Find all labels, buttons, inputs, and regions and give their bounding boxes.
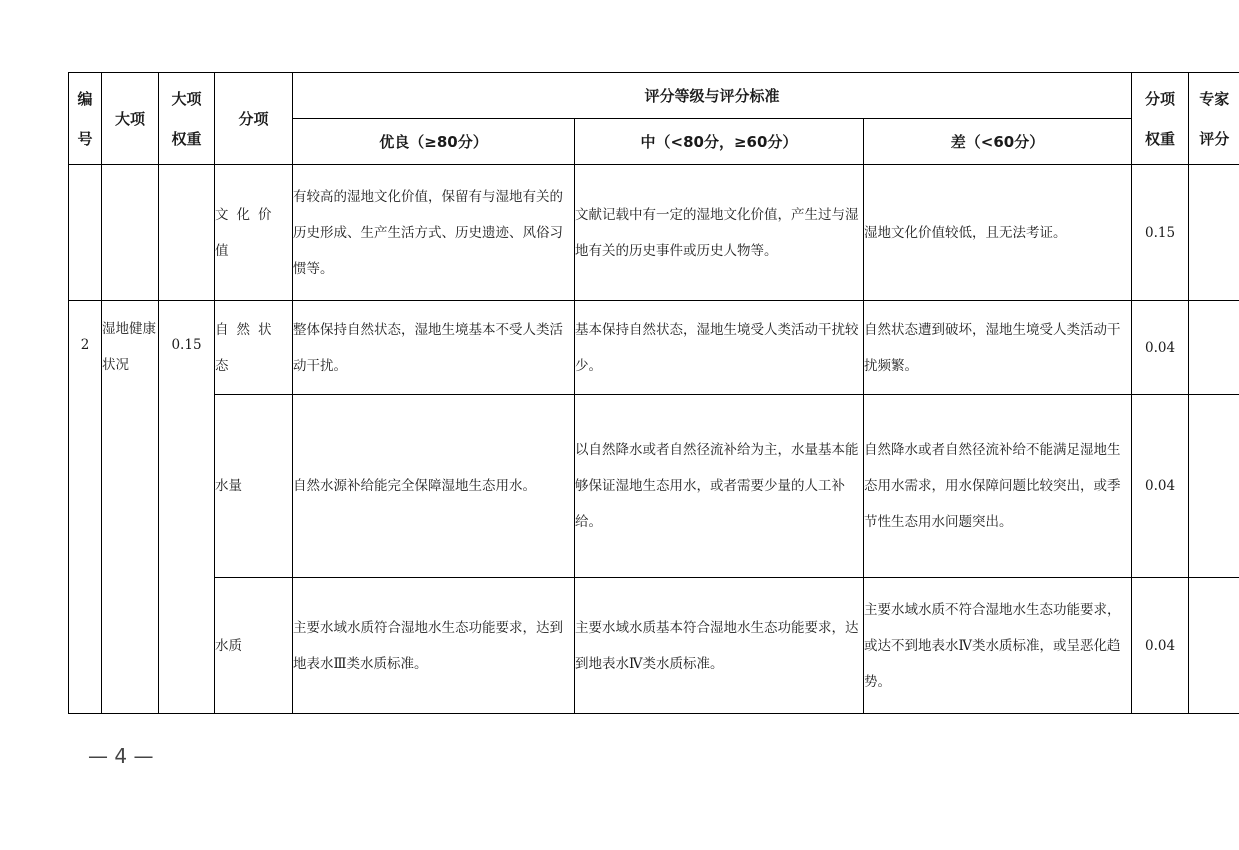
poor-criteria: 湿地文化价值较低，且无法考证。 [864, 165, 1132, 301]
good-criteria: 有较高的湿地文化价值，保留有与湿地有关的历史形成、生产生活方式、历史遗迹、风俗习惯等。 [293, 165, 575, 301]
expert-score [1189, 301, 1239, 395]
category-name: 湿地健康状况 [102, 301, 159, 714]
table-row [69, 395, 1239, 578]
item-name: 水量 [215, 395, 293, 578]
item-weight: 0.04 [1132, 578, 1189, 714]
good-criteria: 主要水域水质符合湿地水生态功能要求，达到地表水Ⅲ类水质标准。 [293, 578, 575, 714]
header-category: 大项 [102, 73, 159, 165]
header-expert-score: 专家 评分 [1189, 73, 1239, 165]
evaluation-table [68, 72, 1239, 714]
category-weight: 0.15 [159, 301, 215, 714]
good-criteria: 整体保持自然状态，湿地生境基本不受人类活动干扰。 [293, 301, 575, 395]
row-number: 2 [69, 301, 102, 714]
header-medium: 中（<80分，≥60分） [575, 119, 864, 165]
expert-score [1189, 578, 1239, 714]
item-name: 文化价值 [215, 165, 293, 301]
item-name: 自然状态 [215, 301, 293, 395]
header-good: 优良（≥80分） [293, 119, 575, 165]
item-name: 水质 [215, 578, 293, 714]
medium-criteria: 文献记载中有一定的湿地文化价值，产生过与湿地有关的历史事件或历史人物等。 [575, 165, 864, 301]
good-criteria: 自然水源补给能完全保障湿地生态用水。 [293, 395, 575, 578]
table-row [69, 301, 1239, 395]
item-weight: 0.15 [1132, 165, 1189, 301]
item-weight: 0.04 [1132, 301, 1189, 395]
poor-criteria: 自然状态遭到破坏，湿地生境受人类活动干扰频繁。 [864, 301, 1132, 395]
expert-score [1189, 165, 1239, 301]
expert-score [1189, 395, 1239, 578]
poor-criteria: 自然降水或者自然径流补给不能满足湿地生态用水需求，用水保障问题比较突出，或季节性生态用水问题突出。 [864, 395, 1132, 578]
header-poor: 差（<60分） [864, 119, 1132, 165]
header-item: 分项 [215, 73, 293, 165]
header-number: 编 号 [69, 73, 102, 165]
header-item-weight: 分项 权重 [1132, 73, 1189, 165]
header-category-weight: 大项 权重 [159, 73, 215, 165]
header-criteria: 评分等级与评分标准 [293, 73, 1132, 119]
medium-criteria: 以自然降水或者自然径流补给为主，水量基本能够保证湿地生态用水，或者需要少量的人工补给。 [575, 395, 864, 578]
page-number: — 4 — [88, 744, 154, 768]
medium-criteria: 基本保持自然状态，湿地生境受人类活动干扰较少。 [575, 301, 864, 395]
item-weight: 0.04 [1132, 395, 1189, 578]
table-row [69, 578, 1239, 714]
table-row [69, 165, 1239, 301]
poor-criteria: 主要水域水质不符合湿地水生态功能要求，或达不到地表水Ⅳ类水质标准，或呈恶化趋势。 [864, 578, 1132, 714]
medium-criteria: 主要水域水质基本符合湿地水生态功能要求，达到地表水Ⅳ类水质标准。 [575, 578, 864, 714]
